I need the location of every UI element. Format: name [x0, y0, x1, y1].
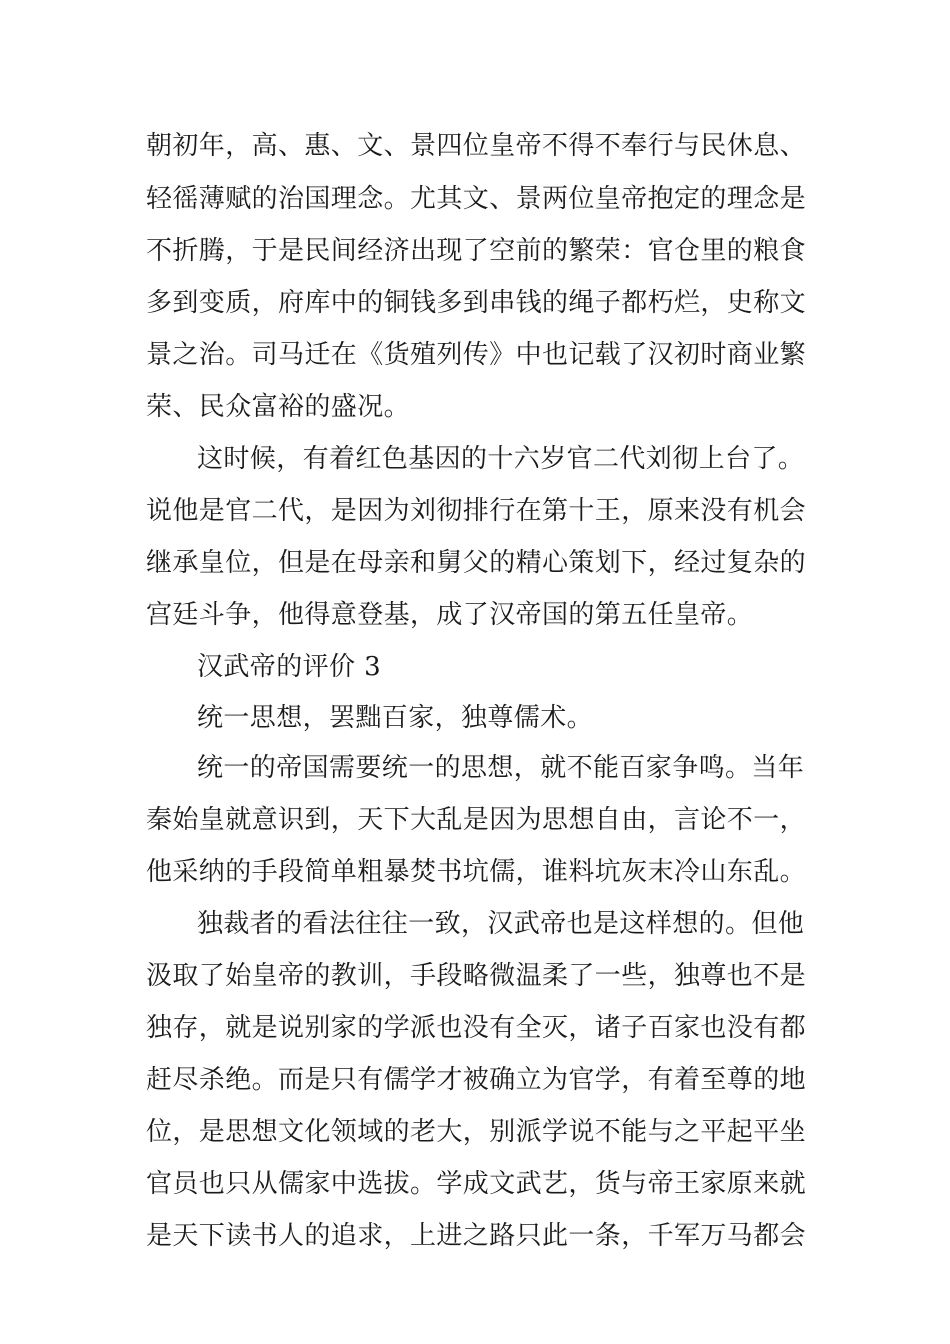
- text-line: 他采纳的手段简单粗暴焚书坑儒，谁料坑灰末冷山东乱。: [146, 857, 807, 887]
- text-line: 赶尽杀绝。而是只有儒学才被确立为官学，有着至尊的地: [146, 1065, 807, 1095]
- text-line: 位，是思想文化领域的老大，别派学说不能与之平起平坐: [146, 1117, 807, 1147]
- text-line: 景之治。司马迁在《货殖列传》中也记载了汉初时商业繁: [146, 340, 807, 370]
- text-line: 继承皇位，但是在母亲和舅父的精心策划下，经过复杂的: [146, 548, 807, 578]
- text-line: 官员也只从儒家中选拔。学成文武艺，货与帝王家原来就: [146, 1169, 807, 1199]
- text-line: 说他是官二代，是因为刘彻排行在第十王，原来没有机会: [146, 496, 807, 526]
- text-line: 朝初年，高、惠、文、景四位皇帝不得不奉行与民休息、: [146, 131, 807, 161]
- text-line: 是天下读书人的追求，上进之路只此一条，千军万马都会: [146, 1221, 807, 1251]
- text-line: 这时候，有着红色基因的十六岁官二代刘彻上台了。: [197, 444, 805, 474]
- text-line: 独存，就是说别家的学派也没有全灭，诸子百家也没有都: [146, 1013, 807, 1043]
- text-line: 统一思想，罢黜百家，独尊儒术。: [197, 703, 594, 733]
- text-line: 秦始皇就意识到，天下大乱是因为思想自由，言论不一，: [146, 805, 807, 835]
- text-line: 轻徭薄赋的治国理念。尤其文、景两位皇帝抱定的理念是: [146, 184, 807, 214]
- text-line: 荣、民众富裕的盛况。: [146, 392, 411, 422]
- text-line: 多到变质，府库中的铜钱多到串钱的绳子都朽烂，史称文: [146, 288, 807, 318]
- section-heading: 汉武帝的评价 3: [197, 652, 382, 682]
- text-line: 不折腾，于是民间经济出现了空前的繁荣：官仓里的粮食: [146, 236, 807, 266]
- text-line: 独裁者的看法往往一致，汉武帝也是这样想的。但他: [197, 909, 805, 939]
- text-line: 宫廷斗争，他得意登基，成了汉帝国的第五任皇帝。: [146, 600, 754, 630]
- text-line: 汲取了始皇帝的教训，手段略微温柔了一些，独尊也不是: [146, 961, 807, 991]
- text-line: 统一的帝国需要统一的思想，就不能百家争鸣。当年: [197, 753, 805, 783]
